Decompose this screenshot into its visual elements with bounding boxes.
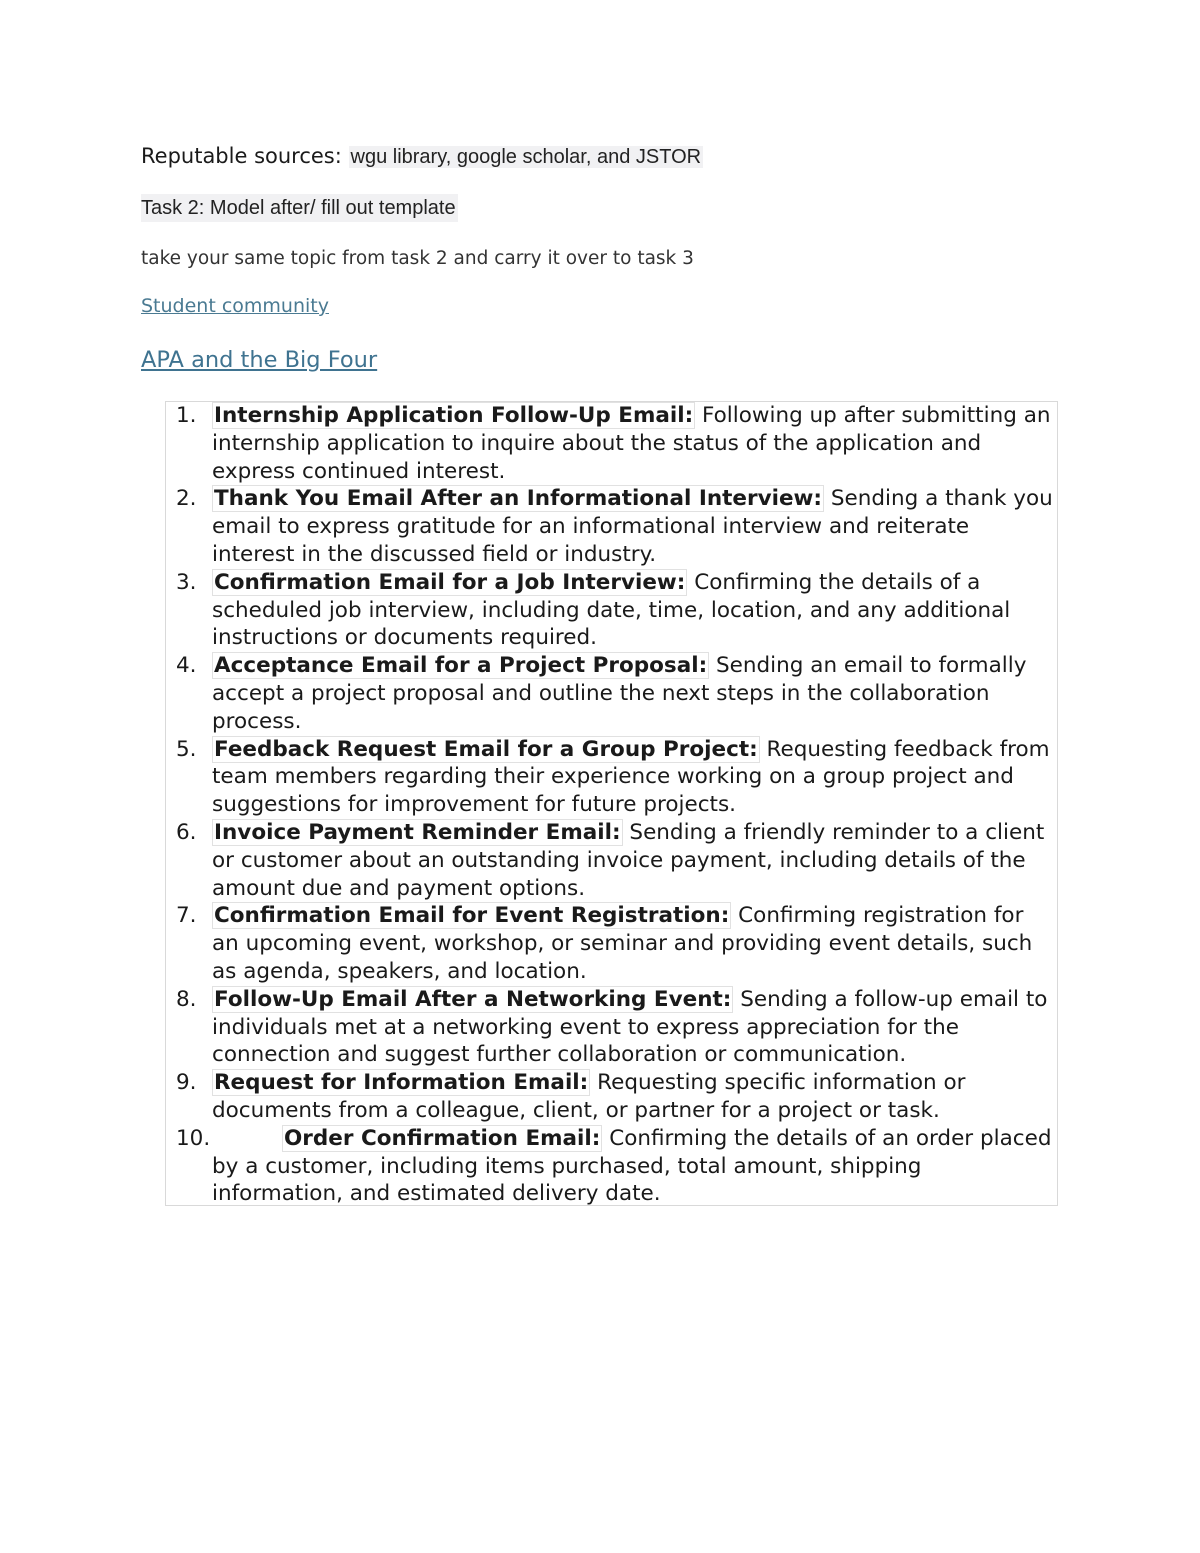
email-types-list <box>166 402 1057 1208</box>
list-item <box>166 986 1057 1069</box>
student-community-link[interactable]: Student community <box>141 295 329 317</box>
item-description: Requesting feedback from team members regarding their experience working on a group project and suggestions for improvement for future projects. <box>212 736 1050 818</box>
list-number: 2. <box>176 486 197 512</box>
list-item <box>166 819 1057 902</box>
list-number: 4. <box>176 653 197 679</box>
list-item <box>166 652 1057 735</box>
apa-big-four-link[interactable]: APA and the Big Four <box>141 347 378 373</box>
item-title: Confirmation Email for Event Registration: <box>214 903 730 929</box>
item-description: Confirming registration for an upcoming event, workshop, or seminar and providing event details, such as agenda, speakers, and location. <box>212 903 1033 984</box>
sources-value: wgu library, google scholar, and JSTOR <box>350 146 702 168</box>
item-description: Sending a thank you email to express gratitude for an informational interview and reiterate interest in the discussed field or industry. <box>212 486 1053 567</box>
list-number: 10. <box>176 1125 211 1151</box>
list-item <box>166 736 1057 819</box>
item-description: Sending a friendly reminder to a client or customer about an outstanding invoice payment, including details of the amount due and payment options. <box>212 819 1045 901</box>
item-title: Confirmation Email for a Job Interview: <box>214 569 686 595</box>
item-description: Following up after submitting an internship application to inquire about the status of the application and express continued interest. <box>212 403 1051 484</box>
item-description: Sending an email to formally accept a project proposal and outline the next steps in the collaboration process. <box>212 653 1027 734</box>
list-item <box>166 1069 1057 1125</box>
reputable-sources-line <box>141 142 703 171</box>
list-item <box>166 1125 1057 1208</box>
item-title: Internship Application Follow-Up Email: <box>214 403 694 428</box>
item-description: Requesting specific information or documents from a colleague, client, or partner for a project or task. <box>212 1070 966 1123</box>
list-item <box>166 569 1057 652</box>
item-title: Acceptance Email for a Project Proposal: <box>214 653 708 679</box>
list-number: 1. <box>176 403 197 428</box>
list-item <box>166 485 1057 568</box>
list-number: 8. <box>176 986 197 1012</box>
item-title: Invoice Payment Reminder Email: <box>214 819 621 845</box>
list-item <box>166 402 1057 485</box>
item-title: Feedback Request Email for a Group Project: <box>214 736 758 762</box>
email-types-box <box>165 401 1058 1206</box>
list-item <box>166 902 1057 985</box>
list-number: 9. <box>176 1070 197 1096</box>
list-number: 3. <box>176 569 197 595</box>
list-number: 5. <box>176 736 197 762</box>
item-title: Follow-Up Email After a Networking Event: <box>214 986 732 1012</box>
item-title: Thank You Email After an Informational Interview: <box>214 486 823 512</box>
list-number: 7. <box>176 903 197 929</box>
item-title: Order Confirmation Email: <box>284 1125 601 1151</box>
item-description: Sending a follow-up email to individuals met at a networking event to express appreciation for the connection and suggest further collaboration or communication. <box>212 986 1048 1068</box>
item-title: Request for Information Email: <box>214 1070 589 1096</box>
item-description: Confirming the details of an order placed by a customer, including items purchased, total amount, shipping information, and estimated delivery date. <box>212 1125 1052 1207</box>
list-number: 6. <box>176 819 197 845</box>
sources-label: Reputable sources: <box>141 144 342 168</box>
item-description: Confirming the details of a scheduled job interview, including date, time, location, and any additional instructions or documents required. <box>212 569 1011 651</box>
carry-over-line: take your same topic from task 2 and carry it over to task 3 <box>141 248 694 269</box>
task2-line: Task 2: Model after/ fill out template <box>141 194 458 222</box>
